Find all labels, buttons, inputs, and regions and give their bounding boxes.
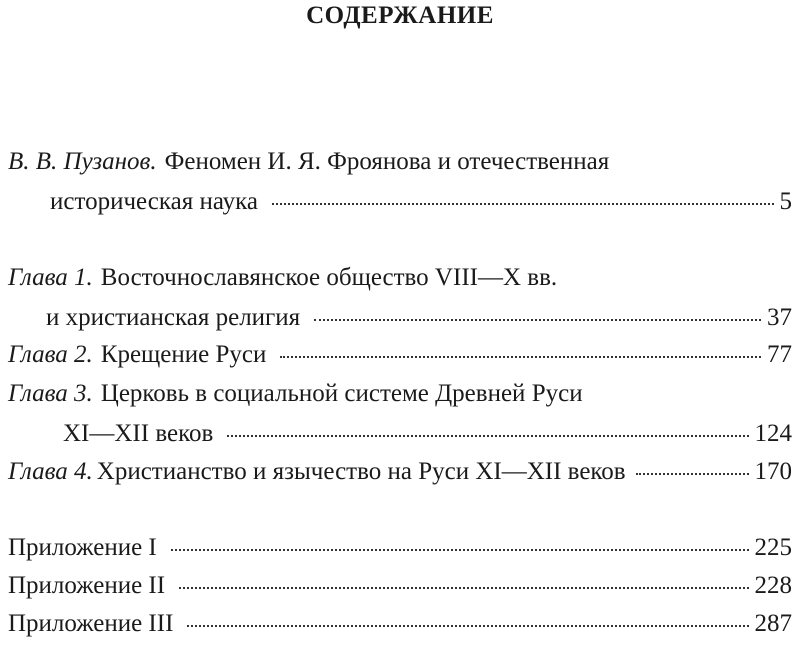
toc-author: В. В. Пузанов. bbox=[8, 148, 157, 175]
toc-page-number: 170 bbox=[754, 458, 792, 485]
toc-entry-chapter-1-line1 bbox=[8, 264, 792, 300]
toc-entry-appendix-2 bbox=[8, 572, 792, 608]
dot-leader bbox=[636, 473, 749, 475]
toc-entry-title: Христианство и язычество на Руси XI—XII веков bbox=[96, 458, 626, 485]
toc-chapter-label: Глава 2. bbox=[8, 341, 93, 368]
toc-page-number: 77 bbox=[767, 341, 792, 368]
toc-page-number: 124 bbox=[754, 420, 792, 447]
toc-entry-title: Приложение I bbox=[8, 534, 157, 561]
toc-entry-appendix-1 bbox=[8, 534, 792, 570]
toc-entry-chapter-2 bbox=[8, 341, 792, 377]
toc-entry-intro-line1 bbox=[8, 148, 792, 184]
toc-entry-intro-line2 bbox=[50, 188, 792, 224]
toc-entry-chapter-3-line2 bbox=[63, 420, 792, 456]
toc-entry-title: Феномен И. Я. Фроянова и отечественная bbox=[164, 148, 610, 175]
toc-entry-title: Восточнославянское общество VIII—X вв. bbox=[100, 264, 558, 291]
toc-entry-appendix-3 bbox=[8, 610, 792, 646]
toc-entry-chapter-4 bbox=[8, 458, 792, 494]
toc-chapter-label: Глава 1. bbox=[8, 264, 93, 291]
toc-page-number: 225 bbox=[754, 534, 792, 561]
toc-entry-title-cont: и христианская религия bbox=[46, 304, 301, 331]
dot-leader bbox=[272, 203, 773, 205]
toc-page-number: 37 bbox=[767, 304, 792, 331]
toc-entry-chapter-1-line2 bbox=[46, 304, 792, 340]
page-title: СОДЕРЖАНИЕ bbox=[306, 2, 494, 29]
toc-entry-title: Приложение III bbox=[8, 610, 174, 637]
toc-entry-title-cont: XI—XII веков bbox=[63, 420, 214, 447]
dot-leader bbox=[171, 549, 749, 551]
toc-chapter-label: Глава 3. bbox=[8, 380, 93, 407]
dot-leader bbox=[179, 587, 748, 589]
toc-entry-title: Приложение II bbox=[8, 572, 166, 599]
toc-page-number: 5 bbox=[779, 188, 792, 215]
toc-entry-chapter-3-line1 bbox=[8, 380, 792, 416]
dot-leader bbox=[227, 435, 748, 437]
dot-leader bbox=[314, 319, 761, 321]
dot-leader bbox=[187, 625, 748, 627]
toc-entry-title-cont: историческая наука bbox=[50, 188, 259, 215]
toc-chapter-label: Глава 4. bbox=[8, 458, 93, 485]
toc-page-number: 287 bbox=[754, 610, 792, 637]
toc-page-number: 228 bbox=[754, 572, 792, 599]
toc-entry-title: Церковь в социальной системе Древней Руси bbox=[100, 380, 583, 407]
toc-entry-title: Крещение Руси bbox=[100, 341, 267, 368]
dot-leader bbox=[280, 356, 761, 358]
